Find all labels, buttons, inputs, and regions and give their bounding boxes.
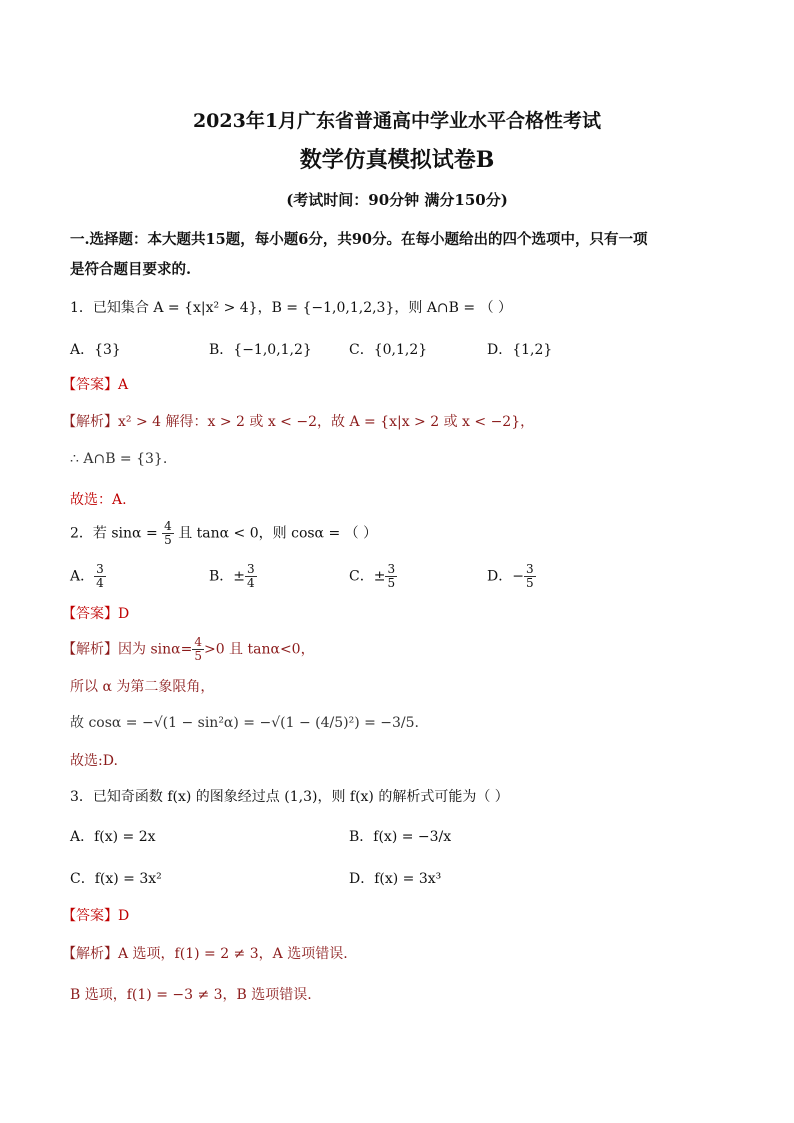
q3-option-b: B．f(x) = −3/x [349,829,452,845]
q2-option-c: C．± $\frac{3}{5}$ [349,562,396,590]
q2-stem [70,520,377,547]
q2-stem-pre: 2．若 sinα = [70,525,163,542]
exam-title-line2: 数学仿真模拟试卷B [299,147,495,173]
q2-stem-post: 且 tanα < 0，则 cosα = （ ） [173,525,378,542]
q2-option-a: A． $\frac{3}{4}$ [70,562,104,590]
q3-answer: 【答案】D [62,908,130,924]
q2-option-d: D．− $\frac{3}{5}$ [487,562,534,590]
section-heading-line1: 一.选择题：本大题共15题，每小题6分，共90分。在每小题给出的四个选项中，只有一项 [70,231,648,248]
q3-option-c: C．f(x) = 3x² [70,871,162,887]
q2-answer: 【答案】D [62,606,130,622]
q1-explanation-2: ∴ A∩B = {3}. [70,451,168,467]
q2-explanation-1: 【解析】因为 sinα= $\frac{4}{5}$ >0 且 tanα<0， [62,635,315,663]
q1-explanation-3: 故选：A. [70,492,127,508]
q1-option-d: D．{1,2} [487,342,553,358]
section-heading-line2: 是符合题目要求的. [70,261,192,278]
q2-fraction-4-5: $\frac{4}{5}$ [164,519,172,547]
q2-explanation-2: 所以 α 为第二象限角， [70,679,215,695]
q2-option-b: B．± $\frac{3}{4}$ [209,562,255,590]
q1-explanation-1: 【解析】x² > 4 解得：x > 2 或 x < −2，故 A = {x|x > 2 或 x < −2}， [62,414,535,430]
q1-option-a: A．{3} [70,342,121,358]
q1-option-c: C．{0,1,2} [349,342,428,358]
q3-option-d: D．f(x) = 3x³ [349,871,442,887]
exam-info: (考试时间：90分钟 满分150分) [286,191,508,209]
q2-explanation-4: 故选:D. [70,753,118,769]
q1-answer: 【答案】A [62,377,129,393]
q3-explanation-2: B 选项，f(1) = −3 ≠ 3，B 选项错误. [70,987,312,1003]
q2-explanation-3: 故 cosα = −√(1 − sin²α) = −√(1 − (4/5)²) = −3/5. [70,715,420,731]
q3-option-a: A．f(x) = 2x [70,829,156,845]
q3-explanation-1: 【解析】A 选项，f(1) = 2 ≠ 3，A 选项错误. [62,946,348,962]
q1-option-b: B．{−1,0,1,2} [209,342,312,358]
q1-stem: 1．已知集合 A = {x|x² > 4}，B = {−1,0,1,2,3}，则 A∩B = （ ） [70,300,513,316]
q3-stem: 3．已知奇函数 f(x) 的图象经过点 (1,3)，则 f(x) 的解析式可能为（ ） [70,789,509,805]
exam-title-line1: 2023年1月广东省普通高中学业水平合格性考试 [192,110,602,132]
